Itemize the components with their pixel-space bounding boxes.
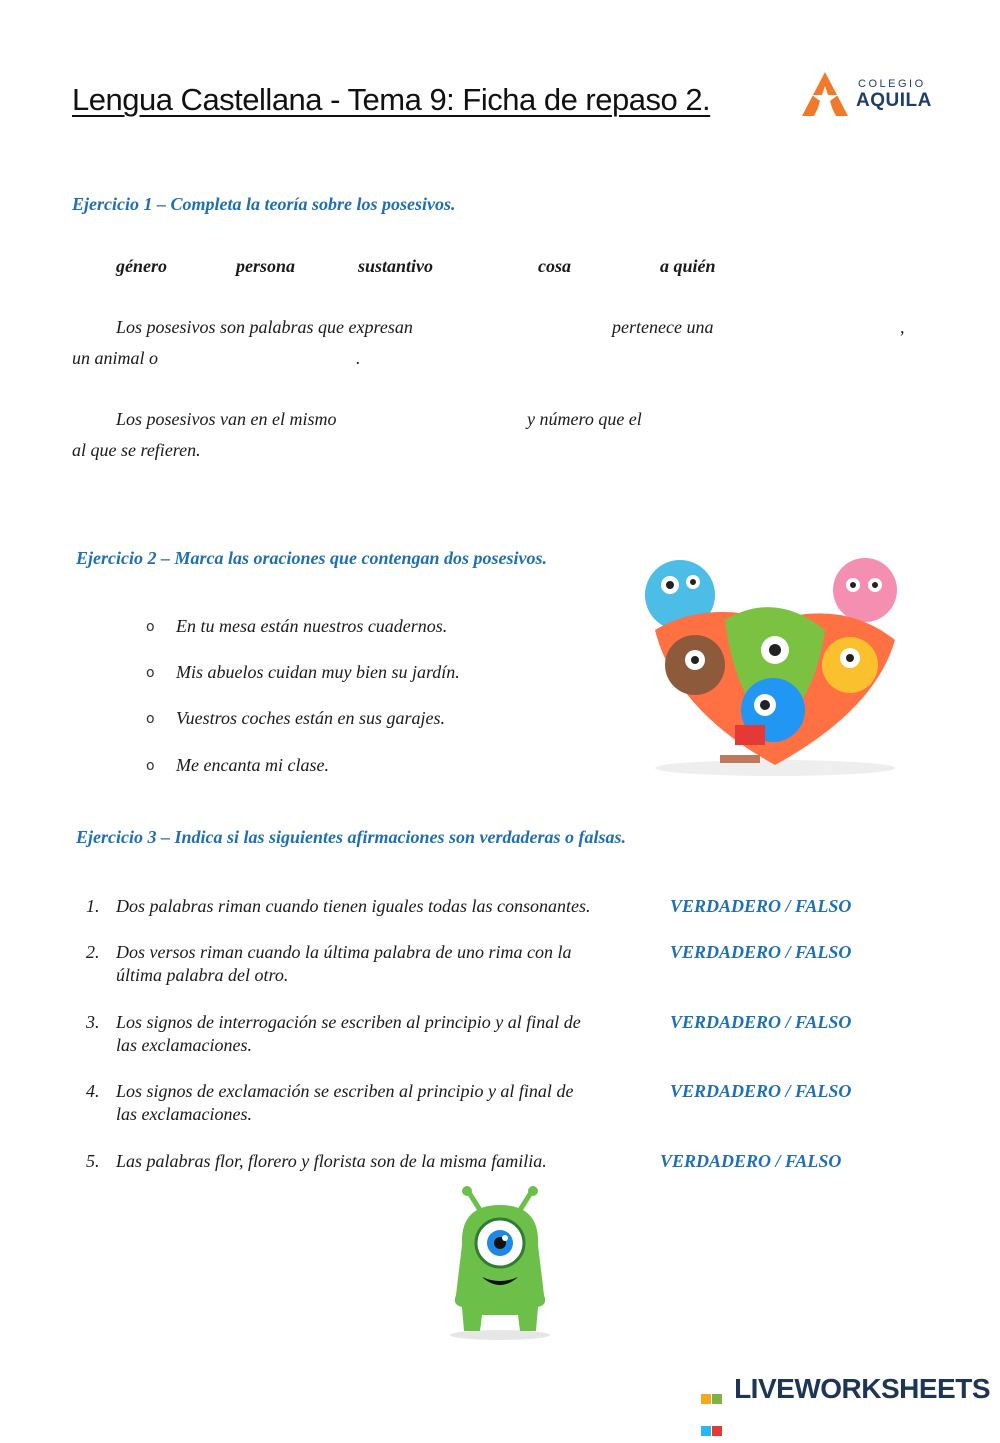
theory-text: . bbox=[356, 348, 361, 368]
true-false-choice[interactable]: VERDADERO / FALSO bbox=[670, 896, 852, 916]
statement-text: las exclamaciones. bbox=[116, 1104, 252, 1124]
word-bank-item[interactable]: género bbox=[116, 256, 167, 276]
bullet-icon: o bbox=[146, 665, 155, 681]
word-bank-item[interactable]: sustantivo bbox=[358, 256, 434, 276]
green-monster-illustration bbox=[440, 1185, 560, 1343]
theory-text: un animal o bbox=[72, 348, 159, 368]
item-number: 2. bbox=[86, 942, 100, 962]
statement-text: Dos versos riman cuando la última palabra de uno rima con la bbox=[116, 942, 572, 962]
school-logo bbox=[796, 68, 946, 122]
option-row[interactable] bbox=[146, 708, 445, 728]
word-bank-item[interactable]: persona bbox=[236, 256, 296, 276]
exercise1-title: Ejercicio 1 – Completa la teoría sobre los posesivos. bbox=[72, 194, 456, 214]
theory-text: , bbox=[900, 317, 905, 337]
word-bank-item[interactable]: a quién bbox=[660, 256, 716, 276]
true-false-choice[interactable]: VERDADERO / FALSO bbox=[670, 942, 852, 962]
brand-badge-icon bbox=[701, 1379, 725, 1403]
theory-text: pertenece una bbox=[612, 317, 714, 337]
option-text: Mis abuelos cuidan muy bien su jardín. bbox=[176, 662, 460, 682]
monsters-heart-illustration bbox=[625, 540, 915, 780]
bullet-icon: o bbox=[146, 619, 155, 635]
logo-main-text: AQUILA bbox=[856, 90, 932, 111]
theory-text: y número que el bbox=[527, 409, 642, 429]
exercise3-title: Ejercicio 3 – Indica si las siguientes afirmaciones son verdaderas o falsas. bbox=[76, 827, 627, 847]
blank-field[interactable] bbox=[366, 406, 521, 432]
liveworksheets-brand bbox=[701, 1373, 990, 1405]
item-number: 5. bbox=[86, 1151, 100, 1171]
statement-text: Las palabras flor, florero y florista son de la misma familia. bbox=[116, 1151, 547, 1171]
true-false-choice[interactable]: VERDADERO / FALSO bbox=[660, 1151, 842, 1171]
option-text: Me encanta mi clase. bbox=[176, 755, 329, 775]
logo-small-text: COLEGIO bbox=[858, 78, 926, 90]
option-row[interactable] bbox=[146, 755, 329, 775]
blank-field[interactable] bbox=[732, 314, 892, 340]
option-text: Vuestros coches están en sus garajes. bbox=[176, 708, 445, 728]
option-row[interactable] bbox=[146, 616, 448, 636]
word-bank-item[interactable]: cosa bbox=[538, 256, 571, 276]
statement-text: Los signos de interrogación se escriben al principio y al final de bbox=[116, 1012, 581, 1032]
true-false-choice[interactable]: VERDADERO / FALSO bbox=[670, 1012, 852, 1032]
theory-text: Los posesivos van en el mismo bbox=[116, 409, 337, 429]
statement-text: las exclamaciones. bbox=[116, 1035, 252, 1055]
blank-field[interactable] bbox=[662, 406, 892, 432]
blank-field[interactable] bbox=[172, 345, 352, 371]
theory-text: al que se refieren. bbox=[72, 440, 201, 460]
theory-text: Los posesivos son palabras que expresan bbox=[116, 317, 413, 337]
statement-text: última palabra del otro. bbox=[116, 965, 289, 985]
bullet-icon: o bbox=[146, 758, 155, 774]
statement-text: Los signos de exclamación se escriben al principio y al final de bbox=[116, 1081, 574, 1101]
brand-text: LIVEWORKSHEETS bbox=[734, 1373, 990, 1404]
option-row[interactable] bbox=[146, 662, 460, 682]
item-number: 1. bbox=[86, 896, 100, 916]
item-number: 3. bbox=[86, 1012, 100, 1032]
bullet-icon: o bbox=[146, 711, 155, 727]
true-false-choice[interactable]: VERDADERO / FALSO bbox=[670, 1081, 852, 1101]
blank-field[interactable] bbox=[452, 314, 607, 340]
item-number: 4. bbox=[86, 1081, 100, 1101]
page-title: Lengua Castellana - Tema 9: Ficha de repaso 2. bbox=[72, 82, 711, 117]
star-logo-icon bbox=[796, 68, 854, 122]
statement-text: Dos palabras riman cuando tienen iguales todas las consonantes. bbox=[116, 896, 591, 916]
option-text: En tu mesa están nuestros cuadernos. bbox=[176, 616, 448, 636]
exercise2-title: Ejercicio 2 – Marca las oraciones que contengan dos posesivos. bbox=[76, 548, 547, 568]
